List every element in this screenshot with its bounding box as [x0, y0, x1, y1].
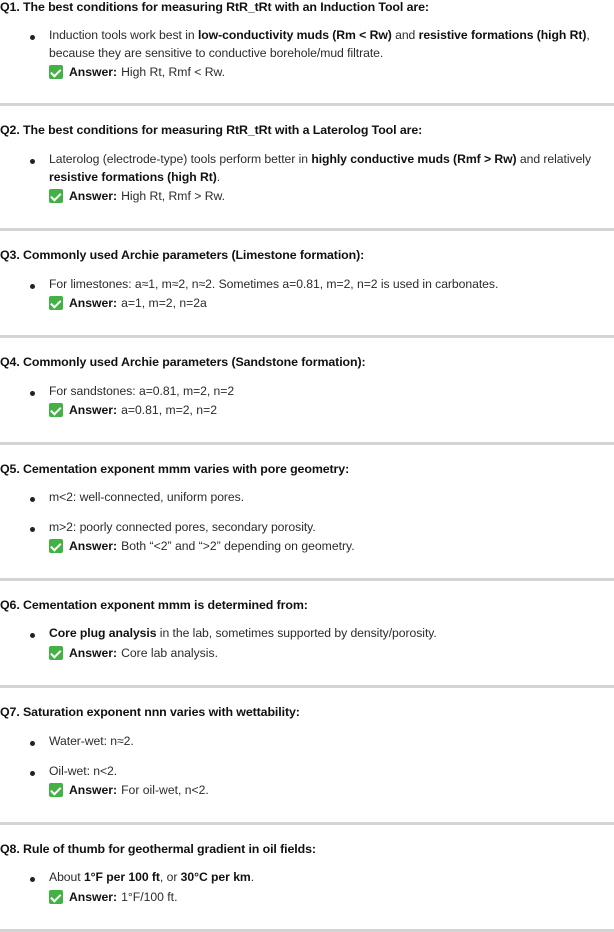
- bullet-dot: [30, 159, 35, 164]
- question-title: Q1. The best conditions for measuring RtR_tRt with an Induction Tool are:: [0, 0, 429, 14]
- answer-text: For oil-wet, n<2.: [121, 783, 209, 797]
- bold-term: Core plug analysis: [49, 626, 157, 640]
- bold-term: 1°F per 100 ft: [83, 870, 160, 884]
- answer-line: [49, 783, 209, 797]
- bullet-dot: [30, 527, 35, 532]
- question-title: Q3. Commonly used Archie parameters (Limestone formation):: [0, 248, 365, 262]
- bold-term: resistive formations (high Rt): [418, 28, 587, 42]
- bold-term: highly conductive muds (Rmf > Rw): [311, 152, 517, 166]
- answer-line: [49, 539, 355, 553]
- checkmark-icon: [49, 403, 63, 417]
- answer-label: Answer:: [69, 783, 118, 797]
- answer-text: Both “<2” and “>2” depending on geometry.: [121, 539, 355, 553]
- question-title: Q4. Commonly used Archie parameters (Sandstone formation):: [0, 355, 366, 369]
- question-title: Q7. Saturation exponent nnn varies with wettability:: [0, 705, 300, 719]
- answer-line: [49, 65, 225, 79]
- question-title: Q5. Cementation exponent mmm varies with pore geometry:: [0, 462, 350, 476]
- section-divider: [0, 822, 614, 825]
- bold-term: resistive formations (high Rt): [49, 170, 217, 184]
- bullet-text: m<2: well-connected, uniform pores.: [49, 490, 245, 504]
- bullet-text: About 1°F per 100 ft, or 30°C per km.: [49, 870, 255, 884]
- checkmark-icon: [49, 189, 63, 203]
- bullet-text: For limestones: a≈1, m≈2, n≈2. Sometimes a=0.81, m=2, n=2 is used in carbonates.: [49, 277, 499, 291]
- answer-label: Answer:: [69, 189, 118, 203]
- answer-text: a=1, m=2, n=2a: [121, 296, 207, 310]
- section-divider: [0, 442, 614, 445]
- section-divider: [0, 335, 614, 338]
- bold-term: low-conductivity muds (Rm < Rw): [197, 28, 392, 42]
- bullet-text: Core plug analysis in the lab, sometimes supported by density/porosity.: [49, 626, 437, 640]
- answer-line: [49, 296, 207, 310]
- checkmark-icon: [49, 646, 63, 660]
- checkmark-icon: [49, 890, 63, 904]
- bullet-dot: [30, 741, 35, 746]
- bullet-dot: [30, 35, 35, 40]
- bullet-dot: [30, 497, 35, 502]
- bullet-dot: [30, 391, 35, 396]
- bullet-text-continued: resistive formations (high Rt).: [49, 170, 221, 184]
- section-divider: [0, 578, 614, 581]
- question-title: Q8. Rule of thumb for geothermal gradient in oil fields:: [0, 842, 316, 856]
- answer-label: Answer:: [69, 646, 118, 660]
- answer-text: High Rt, Rmf > Rw.: [121, 189, 226, 203]
- bullet-text: Oil-wet: n<2.: [49, 764, 118, 778]
- section-divider: [0, 685, 614, 688]
- bullet-dot: [30, 771, 35, 776]
- answer-label: Answer:: [69, 296, 118, 310]
- bullet-text: For sandstones: a=0.81, m=2, n=2: [49, 384, 235, 398]
- bullet-text: Induction tools work best in low-conductivity muds (Rm < Rw) and resistive formations (high Rt),: [49, 28, 590, 42]
- answer-line: [49, 646, 218, 660]
- question-title: Q2. The best conditions for measuring RtR_tRt with a Laterolog Tool are:: [0, 123, 423, 137]
- checkmark-icon: [49, 783, 63, 797]
- answer-label: Answer:: [69, 65, 118, 79]
- answer-line: [49, 890, 177, 904]
- bullet-dot: [30, 633, 35, 638]
- bullet-text-continued: because they are sensitive to conductive borehole/mud filtrate.: [49, 46, 384, 60]
- checkmark-icon: [49, 296, 63, 310]
- bullet-text: Water-wet: n≈2.: [49, 734, 134, 748]
- bullet-dot: [30, 877, 35, 882]
- answer-label: Answer:: [69, 403, 118, 417]
- answer-label: Answer:: [69, 890, 118, 904]
- question-title: Q6. Cementation exponent mmm is determined from:: [0, 598, 308, 612]
- bullet-text: m>2: poorly connected pores, secondary porosity.: [49, 520, 316, 534]
- answer-text: Core lab analysis.: [121, 646, 218, 660]
- section-divider: [0, 228, 614, 231]
- checkmark-icon: [49, 539, 63, 553]
- bold-term: 30°C per km: [180, 870, 251, 884]
- answer-text: High Rt, Rmf < Rw.: [121, 65, 226, 79]
- answer-text: 1°F/100 ft.: [121, 890, 178, 904]
- checkmark-icon: [49, 65, 63, 79]
- bullet-dot: [30, 284, 35, 289]
- answer-label: Answer:: [69, 539, 118, 553]
- answer-line: [49, 189, 225, 203]
- answer-line: [49, 403, 217, 417]
- section-divider: [0, 103, 614, 106]
- answer-text: a=0.81, m=2, n=2: [121, 403, 217, 417]
- bullet-text: Laterolog (electrode-type) tools perform better in highly conductive muds (Rmf > Rw) and relatively: [49, 152, 591, 166]
